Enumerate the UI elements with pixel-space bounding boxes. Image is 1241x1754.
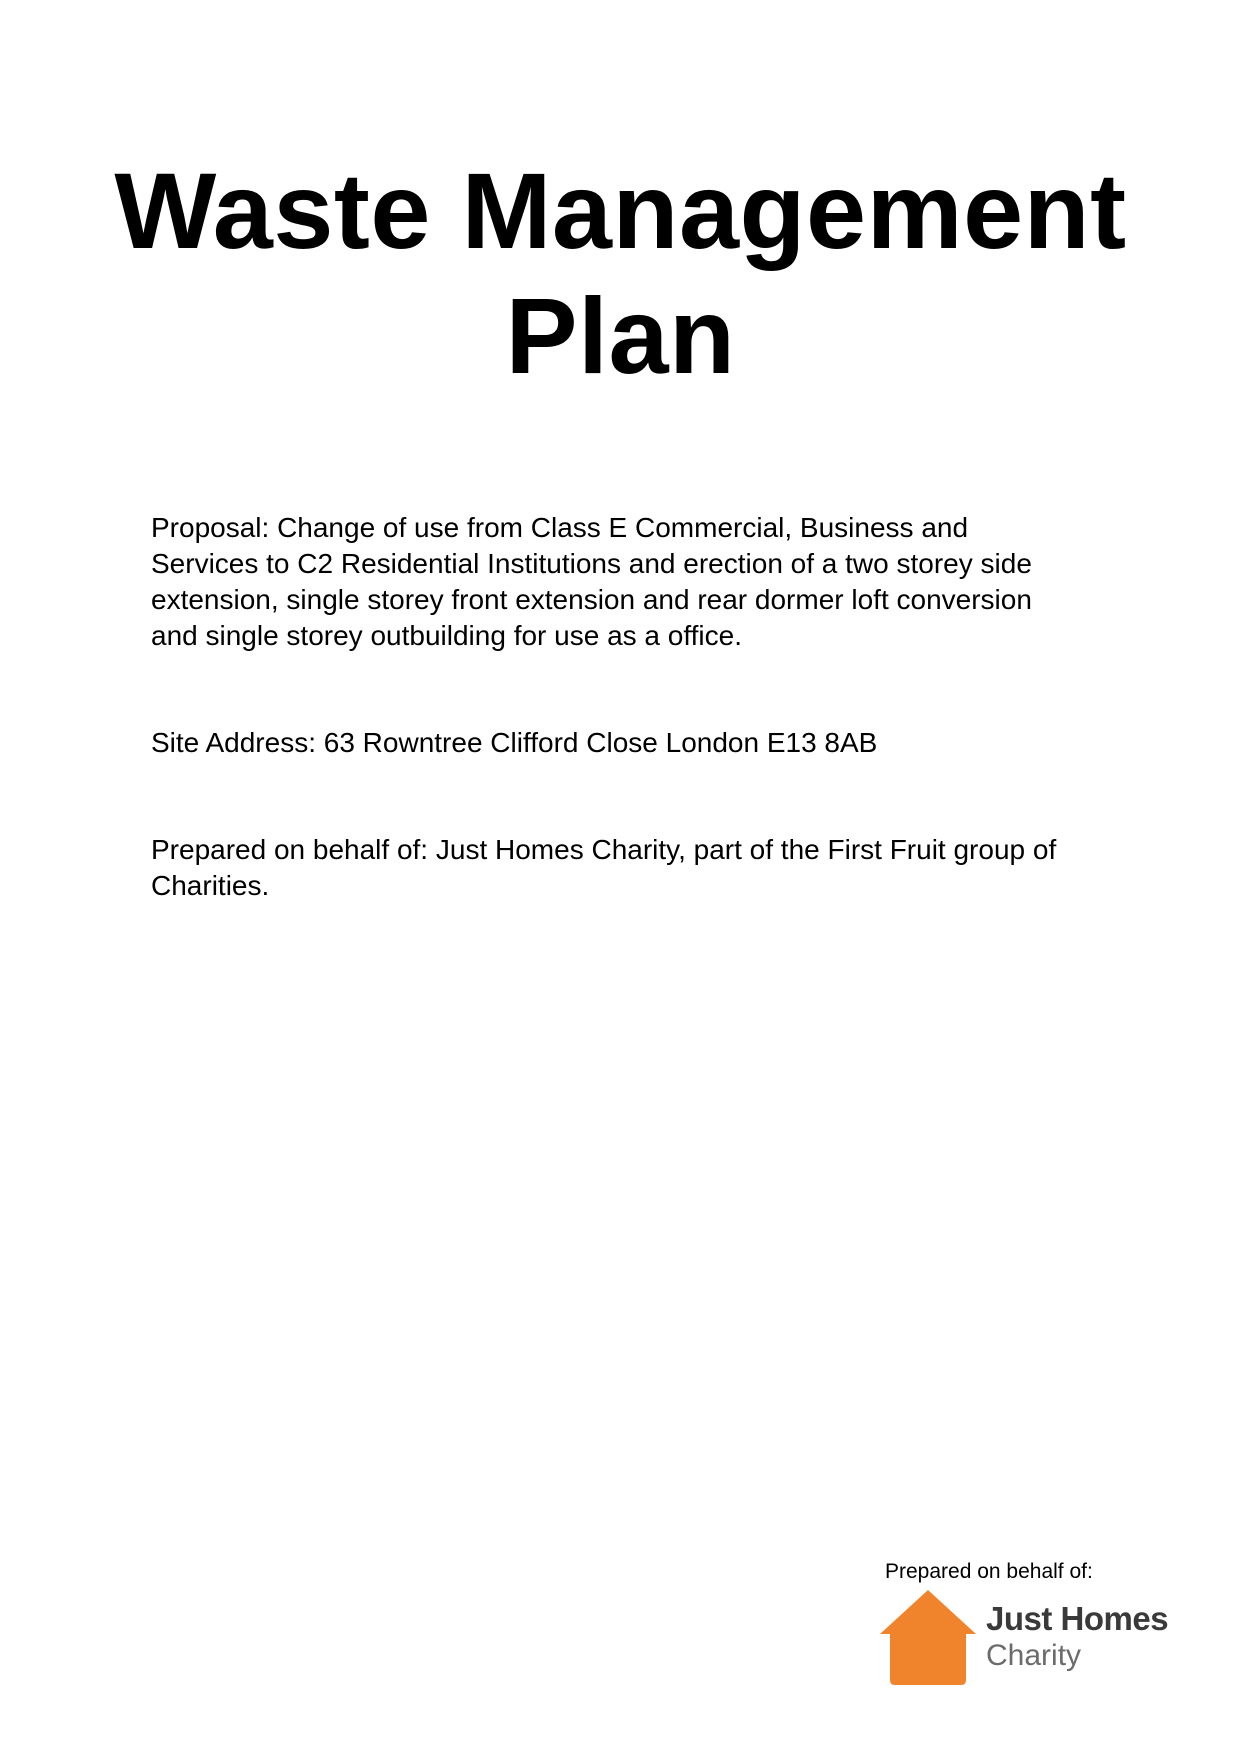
prepared-on-behalf-text: Prepared on behalf of: Just Homes Charity, part of the First Fruit group of Charities. [151,834,1057,901]
proposal-text: Proposal: Change of use from Class E Commercial, Business and Services to C2 Residential Institutions and erection of a two storey side extension, single storey front extension and rear dormer loft conversion and single storey outbuilding for use as a office. [151,512,1032,651]
site-address-text: Site Address: 63 Rowntree Clifford Close London E13 8AB [151,727,878,758]
logo-text-just-homes: Just Homes [986,1600,1169,1637]
page-title [100,148,1141,398]
footer-prepared-label: Prepared on behalf of: [885,1560,1093,1583]
house-icon [876,1588,980,1688]
title-line-1: Waste Management [114,150,1127,271]
logo-text-charity: Charity [986,1639,1082,1672]
just-homes-logo [876,1588,1176,1688]
title-line-2: Plan [505,275,736,396]
